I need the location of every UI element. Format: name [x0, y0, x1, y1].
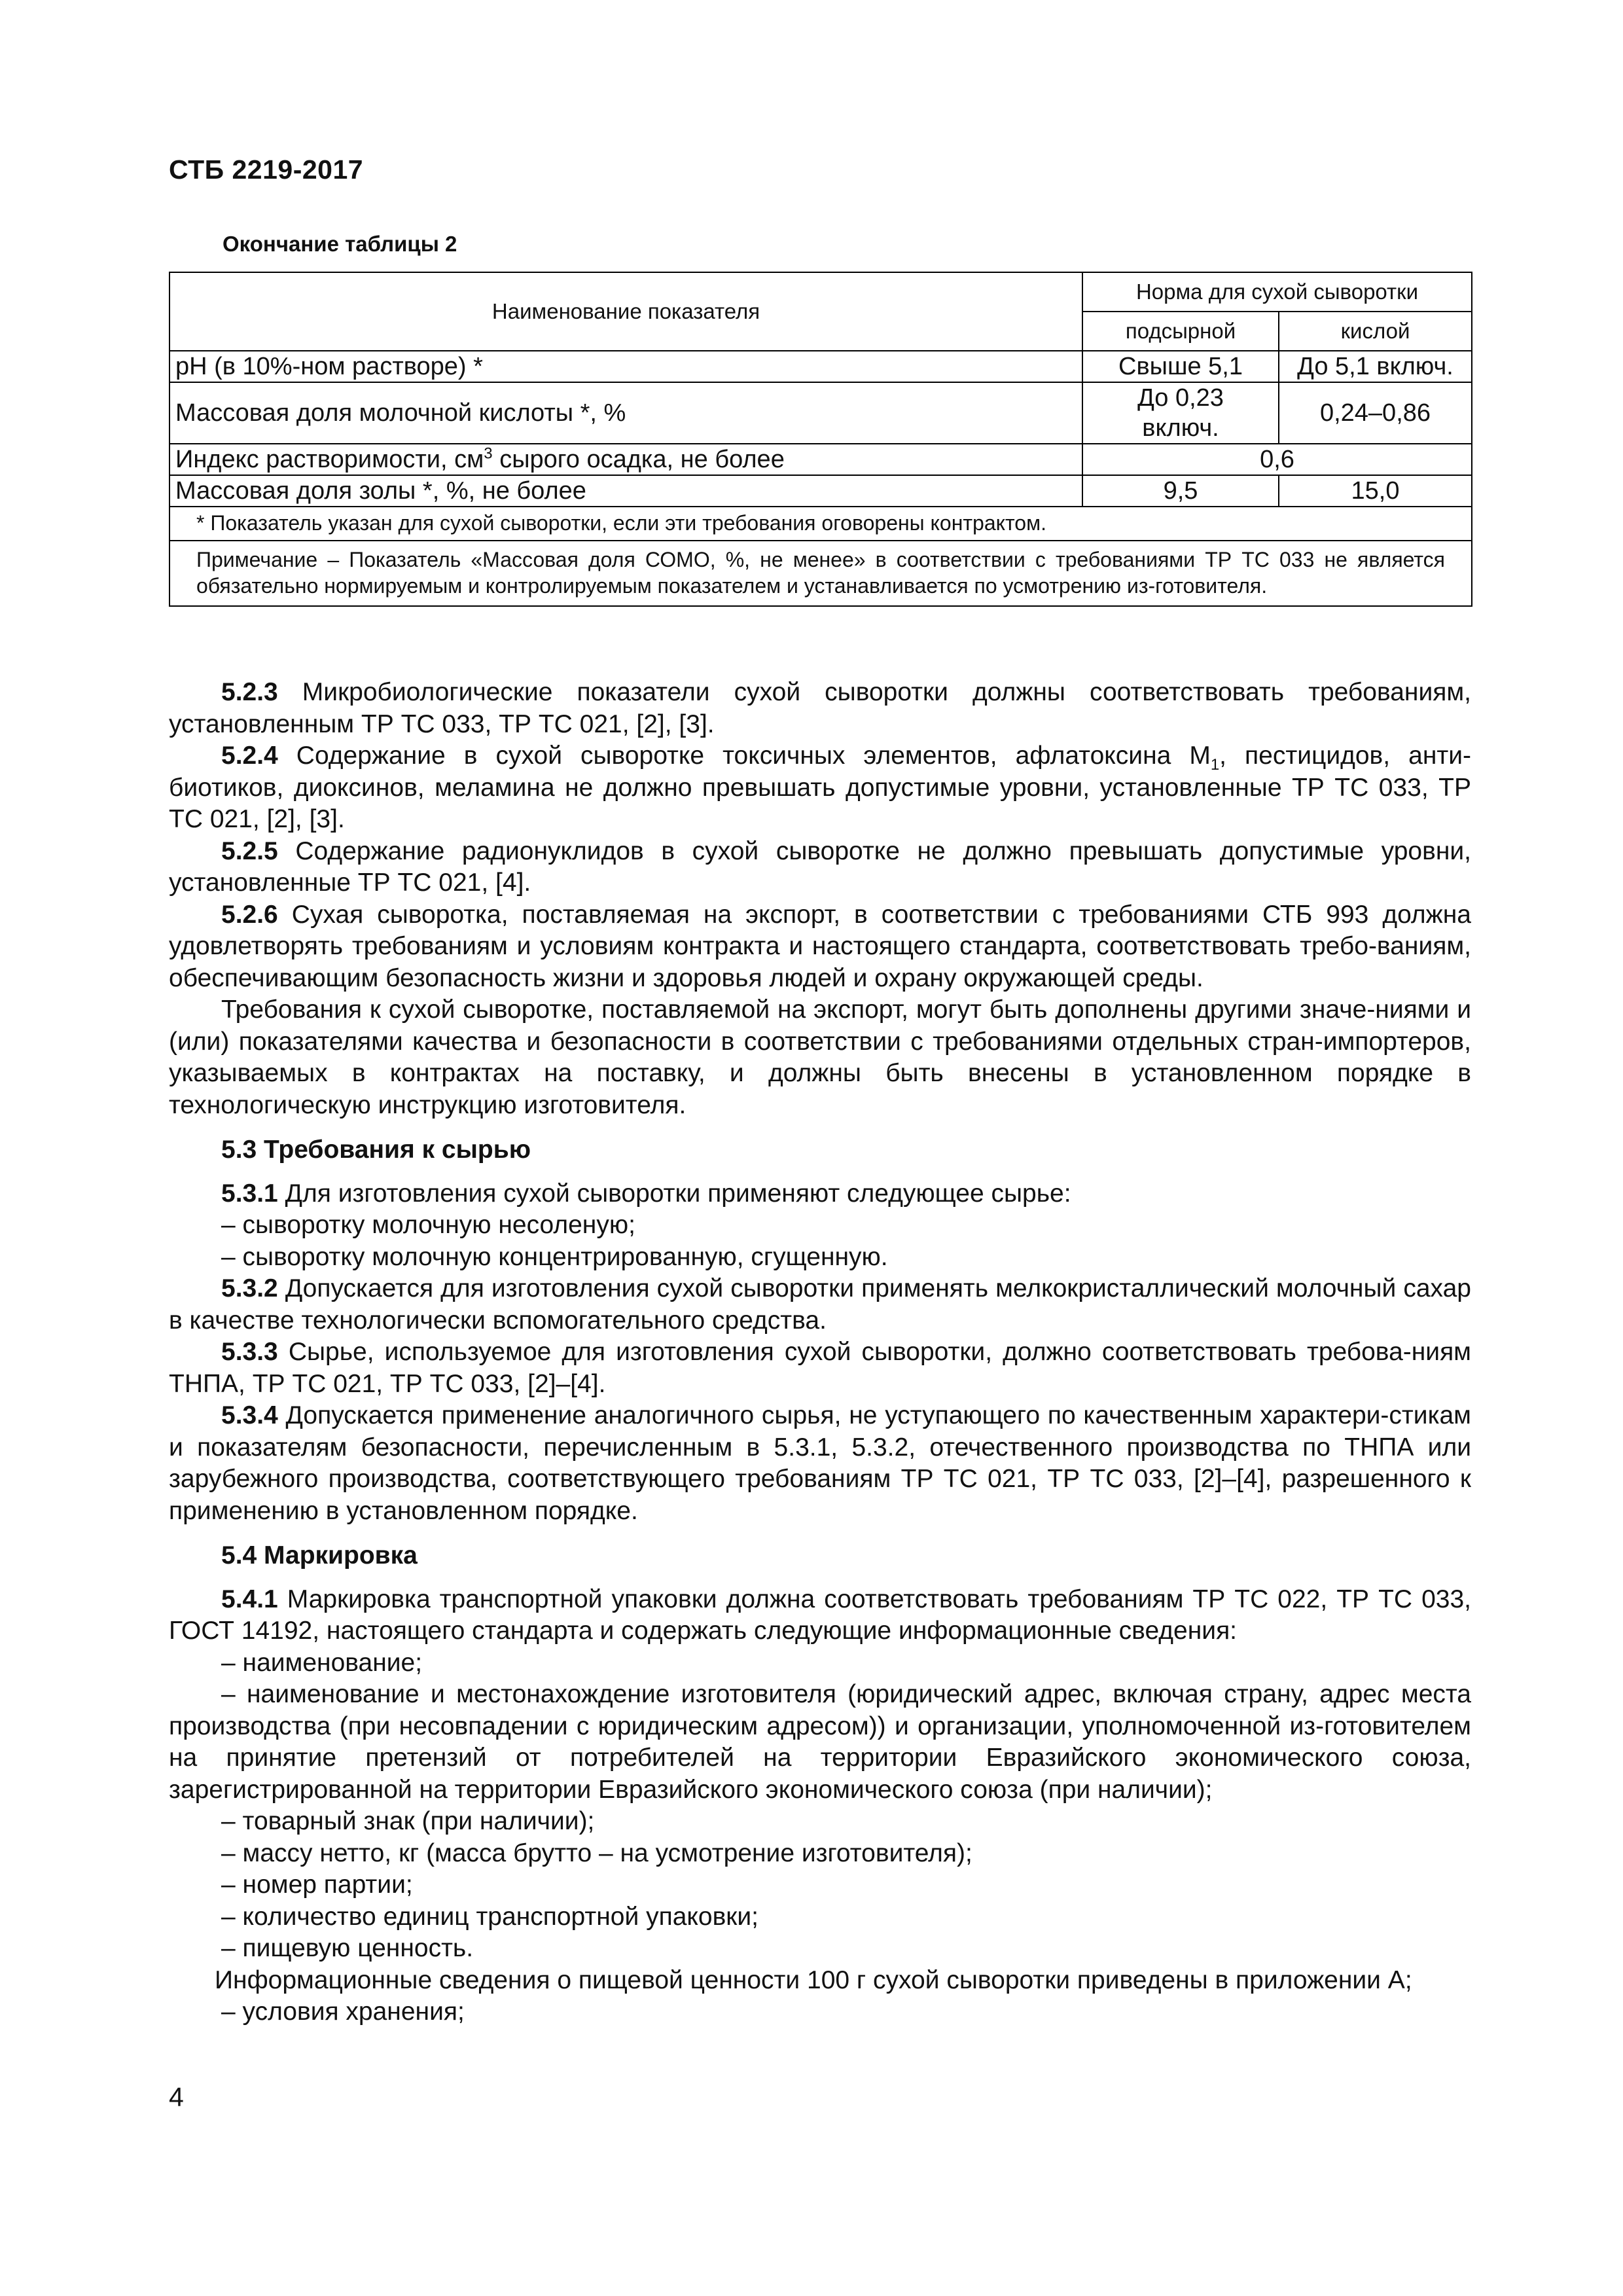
clause-number: 5.3.1	[221, 1179, 278, 1208]
clause-5-3-4	[169, 1400, 1471, 1527]
col-header-name: Наименование показателя	[169, 272, 1082, 351]
table-row	[169, 351, 1472, 382]
section-heading-5-3: 5.3 Требования к сырью	[221, 1136, 531, 1164]
clause-number: 5.2.5	[221, 836, 278, 865]
clause-5-3-1	[169, 1178, 1471, 1210]
clause-text: Содержание в сухой сыворотке токсичных элементов, афлатоксина M	[277, 742, 1211, 770]
list-item: – условия хранения;	[221, 1998, 465, 2026]
list-item: – количество единиц транспортной упаковки;	[221, 1902, 758, 1931]
clause-text: Для изготовления сухой сыворотки применяют следующее сырье:	[277, 1179, 1071, 1208]
clause-5-4-1	[169, 1584, 1471, 1647]
clause-text: Содержание радионуклидов в сухой сыворотке не должно превышать допустимые уровни, установленные ТР ТС 021, [4].	[169, 836, 1471, 897]
row-name-part: сырого осадка, не более	[492, 446, 785, 473]
clause-text: Допускается для изготовления сухой сыворотки применять мелкокристаллический молочный сахар в качестве технологически вспомогательного средства.	[169, 1274, 1471, 1335]
clause-text: Микробиологические показатели сухой сыворотки должны соответствовать требованиям, установленным ТР ТС 033, ТР ТС 021, [2], [3].	[169, 678, 1471, 738]
clause-5-2-6	[169, 899, 1471, 995]
table-footnote-row	[169, 507, 1472, 541]
indicators-table	[169, 272, 1472, 607]
row-value-kisloy: 15,0	[1279, 475, 1472, 507]
table-note-row	[169, 541, 1472, 606]
row-name: Массовая доля золы *, %, не более	[169, 475, 1082, 507]
table-caption: Окончание таблицы 2	[223, 232, 457, 256]
row-name: Массовая доля молочной кислоты *, %	[169, 382, 1082, 444]
clause-5-3-2	[169, 1273, 1471, 1336]
list-item: – пищевую ценность.	[221, 1934, 474, 1962]
clause-text: Допускается применение аналогичного сырья, не уступающего по качественным характери-стикам и показателям безопасности, перечисленным в 5.3.1, 5.3.2, отечественного производства по ТНПА или зарубежного производства, соответствующего требованиям ТР ТС 021, ТР ТС 033, [2]–[4], разрешенного к применению в установленном порядке.	[169, 1401, 1471, 1525]
subscript: 1	[1210, 755, 1220, 774]
section-heading-5-4: 5.4 Маркировка	[221, 1541, 418, 1570]
row-name-part: Индекс растворимости, см	[175, 446, 484, 473]
table-footnote: * Показатель указан для сухой сыворотки, если эти требования оговорены контрактом.	[169, 507, 1472, 541]
table-row	[169, 475, 1472, 507]
row-value-podsyrnoy	[1082, 382, 1279, 444]
page-number: 4	[169, 2082, 184, 2112]
list-item: – наименование и местонахождение изготовителя (юридический адрес, включая страну, адрес места производства (при несовпадении с юридическим адресом)) и организации, уполномоченной из-готовителем на принятие претензий от потребителей на территории Евразийского экономического союза, зарегистрированной на территории Евразийского экономического союза (при наличии);	[169, 1680, 1471, 1804]
subheader-podsyrnoy: подсырной	[1082, 312, 1279, 351]
clause-number: 5.2.6	[221, 900, 278, 929]
clause-text: Сухая сыворотка, поставляемая на экспорт, в соответствии с требованиями СТБ 993 должна удовлетворять требованиям и условиям контракта и настоящего стандарта, соответствовать требо-ваниям, обеспечивающим безопасность жизни и здоровья людей и охрану окружающей среды.	[169, 900, 1471, 992]
clause-text: , пестицидов, анти-биотиков, диоксинов, меламина не должно превышать допустимые уровни, установленные ТР ТС 033, ТР ТС 021, [2], [3].	[169, 742, 1471, 833]
nutrition-info-paragraph: Информационные сведения о пищевой ценности 100 г сухой сыворотки приведены в приложении А;	[215, 1965, 1412, 1994]
table-row	[169, 382, 1472, 444]
row-value-line: До 0,23	[1137, 384, 1224, 412]
document-body	[169, 677, 1471, 2028]
col-header-norm: Норма для сухой сыворотки	[1082, 272, 1472, 312]
clause-5-3-3	[169, 1336, 1471, 1400]
row-value-kisloy: До 5,1 включ.	[1279, 351, 1472, 382]
clause-number: 5.3.2	[221, 1274, 278, 1302]
export-requirements-paragraph: Требования к сухой сыворотке, поставляемой на экспорт, могут быть дополнены другими значе-ниями и (или) показателями качества и безопасности в соответствии с требованиями отдельных стран-импортеров, указываемых в контрактах на поставку, и должны быть внесены в установленном порядке в технологическую инструкцию изготовителя.	[169, 996, 1471, 1119]
row-value-podsyrnoy: Свыше 5,1	[1082, 351, 1279, 382]
list-item: – номер партии;	[221, 1871, 413, 1899]
list-item: – сыворотку молочную концентрированную, сгущенную.	[221, 1242, 888, 1271]
list-item: – наименование;	[221, 1648, 423, 1677]
list-item: – массу нетто, кг (масса брутто – на усмотрение изготовителя);	[221, 1839, 972, 1867]
row-value-line: включ.	[1142, 414, 1219, 442]
clause-number: 5.3.3	[221, 1338, 278, 1366]
list-item: – сыворотку молочную несоленую;	[221, 1211, 635, 1239]
clause-text: Маркировка транспортной упаковки должна соответствовать требованиям ТР ТС 022, ТР ТС 033, ГОСТ 14192, настоящего стандарта и содержать следующие информационные сведения:	[169, 1585, 1471, 1645]
table-note: Примечание – Показатель «Массовая доля СОМО, %, не менее» в соответствии с требованиями ТР ТС 033 не является обязательно нормируемым и контролируемым показателем и устанавливается по усмотрению из-готовителя.	[169, 541, 1472, 606]
subheader-kisloy: кислой	[1279, 312, 1472, 351]
clause-number: 5.2.4	[221, 742, 278, 770]
table-row	[169, 444, 1472, 475]
clause-5-2-4	[169, 740, 1471, 836]
clause-number: 5.4.1	[221, 1585, 278, 1613]
clause-5-2-5	[169, 836, 1471, 899]
clause-number: 5.3.4	[221, 1401, 278, 1429]
list-item: – товарный знак (при наличии);	[221, 1807, 595, 1835]
clause-5-2-3	[169, 677, 1471, 740]
clause-text: Сырье, используемое для изготовления сухой сыворотки, должно соответствовать требова-ниям ТНПА, ТР ТС 021, ТР ТС 033, [2]–[4].	[169, 1338, 1471, 1398]
row-value-podsyrnoy: 9,5	[1082, 475, 1279, 507]
document-code: СТБ 2219-2017	[169, 154, 364, 185]
clause-number: 5.2.3	[221, 678, 278, 706]
table-header-row	[169, 272, 1472, 312]
row-value-kisloy: 0,24–0,86	[1279, 382, 1472, 444]
row-name	[169, 444, 1082, 475]
row-value-merged: 0,6	[1082, 444, 1472, 475]
row-name: рН (в 10%-ном растворе) *	[169, 351, 1082, 382]
superscript: 3	[484, 444, 493, 463]
